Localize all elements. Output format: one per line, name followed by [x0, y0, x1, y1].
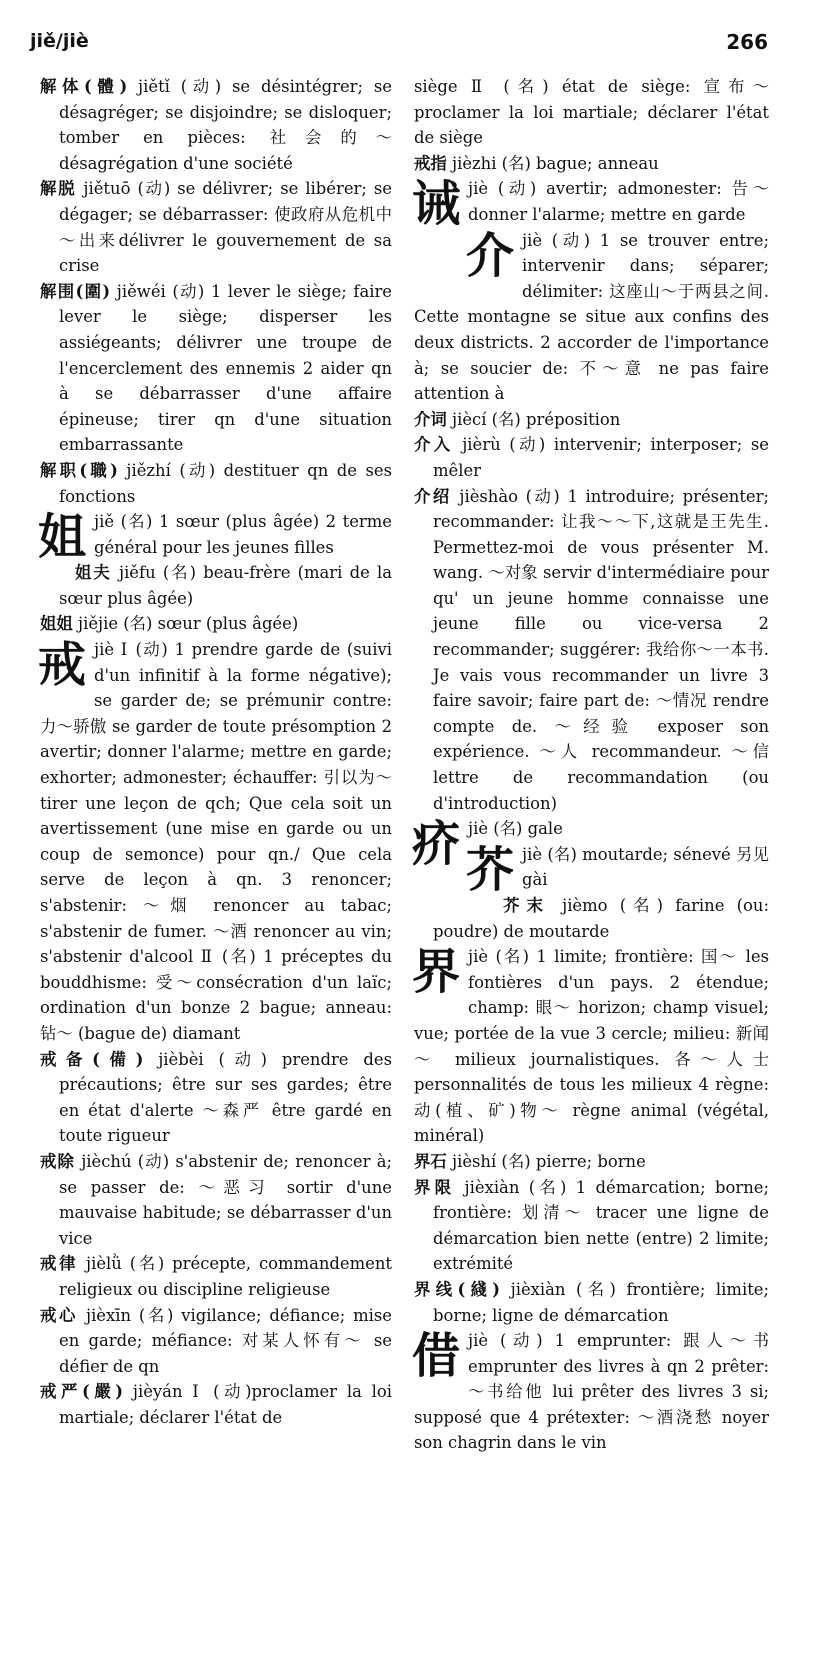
right-column [414, 74, 769, 1456]
entry-definition: jièxiàn (名) 1 démarcation; borne; frontière: 划清～ tracer une ligne de démarcation bien nette (entre) 2 limite; extrémité [433, 1177, 769, 1274]
headword: 介绍 [414, 486, 452, 506]
dictionary-entry [40, 1251, 392, 1302]
headword-character: 芥 [466, 841, 515, 898]
entry-definition: jiè (动) 1 emprunter: 跟人～书 emprunter des livres à qn 2 prêter: ～书给他 lui prêter des livres 3 si; supposé que 4 prétexter: ～酒浇愁 noyer son chagrin dans le vin [414, 1331, 769, 1453]
dictionary-entry [414, 228, 769, 407]
dictionary-entry [414, 74, 769, 151]
headword: 介词 [414, 409, 447, 429]
entry-definition: jièzhi (名) bague; anneau [446, 153, 659, 173]
entry-definition: jièyán Ⅰ (动)proclamer la loi martiale; déclarer l'état de [59, 1382, 392, 1427]
dictionary-entry [414, 944, 769, 1149]
headword: 戒除 [40, 1151, 75, 1171]
dictionary-entry [414, 1149, 769, 1175]
headword: 解脱 [40, 179, 77, 199]
dictionary-entry [40, 637, 392, 1047]
entry-definition: jièchú (动) s'abstenir de; renoncer à; se passer de: ～恶习 sortir d'une mauvaise habitude; se débarrasser d'un vice [59, 1151, 392, 1248]
dictionary-entry [40, 74, 392, 176]
headword-character: 介 [466, 227, 515, 284]
headword: 解职(職) [40, 460, 118, 480]
entry-definition: jiě (名) 1 sœur (plus âgée) 2 terme général pour les jeunes filles [94, 512, 392, 557]
entry-definition: jiècí (名) préposition [446, 409, 621, 429]
headword: 姐夫 [75, 563, 112, 583]
dictionary-entry [414, 841, 769, 898]
entry-definition: jièlǜ (名) précepte, commandement religieux ou discipline religieuse [59, 1254, 392, 1299]
dictionary-entry [414, 484, 769, 817]
entry-definition: jiè (名) moutarde; sénevé 另见 gài [522, 844, 769, 890]
entry-definition: jièbèi (动) prendre des précautions; être sur ses gardes; être en état d'alerte ～森严 être gardé en toute rigueur [59, 1049, 392, 1146]
dictionary-entry [414, 432, 769, 483]
entry-definition: jiětuō (动) se délivrer; se libérer; se dégager; se débarrasser: 使政府从危机中～出来délivrer le gouvernement de sa crise [59, 179, 393, 276]
entry-definition: jièxiàn (名) frontière; limite; borne; ligne de démarcation [433, 1279, 769, 1325]
entry-definition: jiětǐ (动) se désintégrer; se désagréger; se disjoindre; se disloquer; tomber en pièces: 社会的～ désagrégation d'une société [59, 77, 392, 173]
headword-character: 疥 [412, 816, 461, 873]
headword-character: 戒 [38, 637, 87, 694]
dictionary-entry [40, 1303, 392, 1380]
entry-definition: jiè Ⅰ (动) 1 prendre garde de (suivi d'un infinitif à la forme négative); se garder de; se prémunir contre: 力～骄傲 se garder de toute présomption 2 avertir; donner l'alarme; mettre en garde; exhorter; admonester; échauffer: 引以为～ tirer une leçon de qch; Que cela soit un avertissement (une mise en garde ou un coup de semonce) pour qn./ Que cela serve de leçon à qn. 3 renoncer; s'abstenir: ～烟 renoncer au tabac; s'abstenir de fumer. ～酒 renoncer au vin; s'abstenir d'alcool Ⅱ (名) 1 préceptes du bouddhisme: 受～consécration d'un laïc; ordination d'un bonze 2 bague; anneau: 钻～ (bague de) diamant [40, 640, 392, 1043]
page-number: 266 [726, 30, 768, 54]
headword-character: 界 [412, 944, 461, 1001]
headword: 界石 [414, 1151, 447, 1171]
dictionary-entry [40, 1047, 392, 1149]
entry-definition: jiějie (名) sœur (plus âgée) [72, 614, 299, 634]
dictionary-entry [40, 458, 392, 509]
dictionary-entry [40, 279, 392, 458]
headword: 戒严(嚴) [40, 1382, 124, 1402]
entry-definition: jiězhí (动) destituer qn de ses fonctions [59, 460, 392, 506]
headword: 姐姐 [40, 614, 73, 634]
dictionary-entry [414, 151, 769, 177]
entry-definition: jièshào (动) 1 introduire; présenter; recommander: 让我～～下,这就是王先生. Permettez-moi de vous présenter M. wang. ～对象 servir d'intermédiaire pour qu' un jeune homme connaisse une jeune fille ou vice-versa 2 recommander; suggérer: 我给你～一本书. Je vais vous recommander un livre 3 faire savoir; faire part de: ～情况 rendre compte de. ～经验 exposer son expérience. ～人 recommandeur. ～信 lettre de recommandation (ou d'introduction) [433, 486, 769, 813]
headword: 解体(體) [40, 77, 128, 96]
dictionary-entry [40, 611, 392, 637]
dictionary-entry [414, 1175, 769, 1277]
dictionary-entry [38, 509, 392, 566]
entry-definition: jiè (名) 1 limite; frontière: 国～ les fontières d'un pays. 2 étendue; champ: 眼～ horizon; champ visuel; vue; portée de la vue 3 cercle; milieu: 新闻～ milieux journalistiques. 各～人士 personnalités de tous les milieux 4 règne: 动(植、矿)物～ règne animal (végétal, minéral) [414, 947, 769, 1146]
entry-definition: jiěwéi (动) 1 lever le siège; faire lever le siège; disperser les assiégeants; délivrer une troupe de l'encerclement des ennemis 2 aider qn à se débarrasser d'une affaire épineuse; tirer qn d'une situation embarrassante [59, 281, 392, 455]
headword: 界线(綫) [414, 1279, 501, 1299]
dictionary-entry [40, 1149, 392, 1251]
headword: 戒备(備) [40, 1049, 144, 1069]
left-column [40, 74, 392, 1430]
dictionary-entry [40, 176, 392, 278]
entry-definition: jièxīn (名) vigilance; défiance; mise en garde; méfiance: 对某人怀有～ se défier de qn [59, 1305, 392, 1376]
entry-definition: jiè (名) gale [468, 819, 563, 839]
headword: 戒指 [414, 153, 447, 173]
headword-character: 姐 [38, 509, 87, 566]
dictionary-entry [40, 560, 392, 611]
page-header [30, 30, 768, 54]
headword: 解围(圍) [40, 281, 111, 301]
dictionary-entry [414, 1277, 769, 1328]
headword: 界限 [414, 1177, 456, 1197]
entry-definition: jièshí (名) pierre; borne [446, 1151, 646, 1171]
entry-definition: jiè (动) avertir; admonester: 告～ donner l'alarme; mettre en garde [468, 179, 769, 224]
dictionary-entry [40, 1379, 392, 1430]
dictionary-entry [414, 893, 769, 944]
entry-definition: jiěfu (名) beau-frère (mari de la sœur plus âgée) [59, 563, 392, 608]
headword: 介入 [414, 435, 454, 455]
headword: 戒律 [40, 1254, 79, 1274]
entry-definition: siège Ⅱ (名) état de siège: 宣布～ proclamer la loi martiale; déclarer l'état de siège [414, 77, 769, 148]
dictionary-entry [412, 176, 769, 233]
headword-character: 诫 [412, 176, 461, 233]
headword: 戒心 [40, 1305, 79, 1325]
entry-definition: jiè (动) 1 se trouver entre; intervenir dans; séparer; délimiter: 这座山～于两县之间. Cette montagne se situe aux confins des deux districts. 2 accorder de l'importance à; se soucier de: 不～意 ne pas faire attention à [414, 230, 769, 404]
dictionary-entry [414, 407, 769, 433]
headword: 芥末 [503, 896, 550, 915]
running-head: jiě/jiè [30, 30, 89, 52]
headword-character: 借 [412, 1328, 461, 1385]
entry-definition: jièrù (动) intervenir; interposer; se mêler [433, 435, 770, 480]
entry-definition: jièmo (名) farine (ou: poudre) de moutarde [433, 896, 770, 941]
dictionary-entry [414, 1328, 769, 1456]
